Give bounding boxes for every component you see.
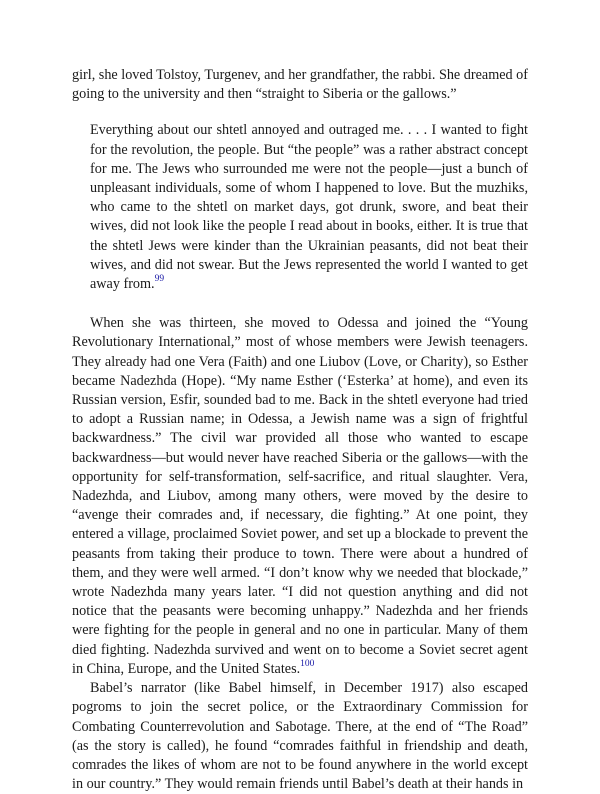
document-page bbox=[72, 66, 528, 794]
footnote-ref-100[interactable]: 100 bbox=[300, 659, 315, 670]
block-quote-text: Everything about our shtetl annoyed and outraged me. . . . I wanted to fight for the revolution, the people. But “the people” was a rather abstract concept for me. The Jews who surrounded me were not the people—just a bunch of unpleasant individuals, some of whom I happened to love. But the muzhiks, who came to the shtetl on market days, got drunk, swore, and beat their wives, did not look like the people I read about in books, either. It is true that the shtetl Jews were kinder than the Ukrainian peasants, did not beat their wives, and did not swear. But the Jews represented the world I wanted to get away from. bbox=[90, 122, 528, 293]
paragraph-babel: Babel’s narrator (like Babel himself, in December 1917) also escaped pogroms to join the secret police, or the Extraordinary Commission for Combating Counterrevolution and Sabotage. There, at the end of “The Road” (as the story is called), he found “comrades faithful in friendship and death, comrades the likes of whom are not to be found anywhere in the world except in our country.” They would remain friends until Babel’s death at their hands in bbox=[72, 680, 528, 793]
block-quote bbox=[72, 121, 528, 294]
paragraph-continuation: girl, she loved Tolstoy, Turgenev, and her grandfather, the rabbi. She dreamed of going to the university and then “straight to Siberia or the gallows.” bbox=[72, 67, 528, 103]
spacer bbox=[72, 294, 528, 314]
footnote-ref-99[interactable]: 99 bbox=[154, 274, 165, 285]
paragraph-odessa-text: When she was thirteen, she moved to Odessa and joined the “Young Revolutionary International,” most of whose members were Jewish teenagers. They already had one Vera (Faith) and one Liubov (Love, or Charity), so Esther became Nadezhda (Hope). “My name Esther (‘Esterka’ at home), and even its Russian version, Esfir, sounded bad to me. Back in the shtetl everyone had tried to adopt a Russian name; in Odessa, a Jewish name was a sign of frightful backwardness.” The civil war provided all those who wanted to escape backwardness—but would never have reached Siberia or the gallows—with the opportunity for self-transformation, self-sacrifice, and ritual slaughter. Vera, Nadezhda, and Liubov, among many others, were moved by the desire to “avenge their comrades and, if necessary, die fighting.” At one point, they entered a village, proclaimed Soviet power, and set up a blockade to prevent the peasants from taking their produce to town. There were about a hundred of them, and they were well armed. “I don’t know why we needed that blockade,” wrote Nadezhda many years later. “I did not question anything and did not notice that the peasants were becoming unhappy.” Nadezhda and her friends were fighting for the people in general and no one in particular. Many of them died fighting. Nadezhda survived and went on to become a Soviet secret agent in China, Europe, and the United States. bbox=[72, 315, 528, 677]
spacer bbox=[72, 104, 528, 121]
paragraph-odessa bbox=[72, 314, 528, 679]
